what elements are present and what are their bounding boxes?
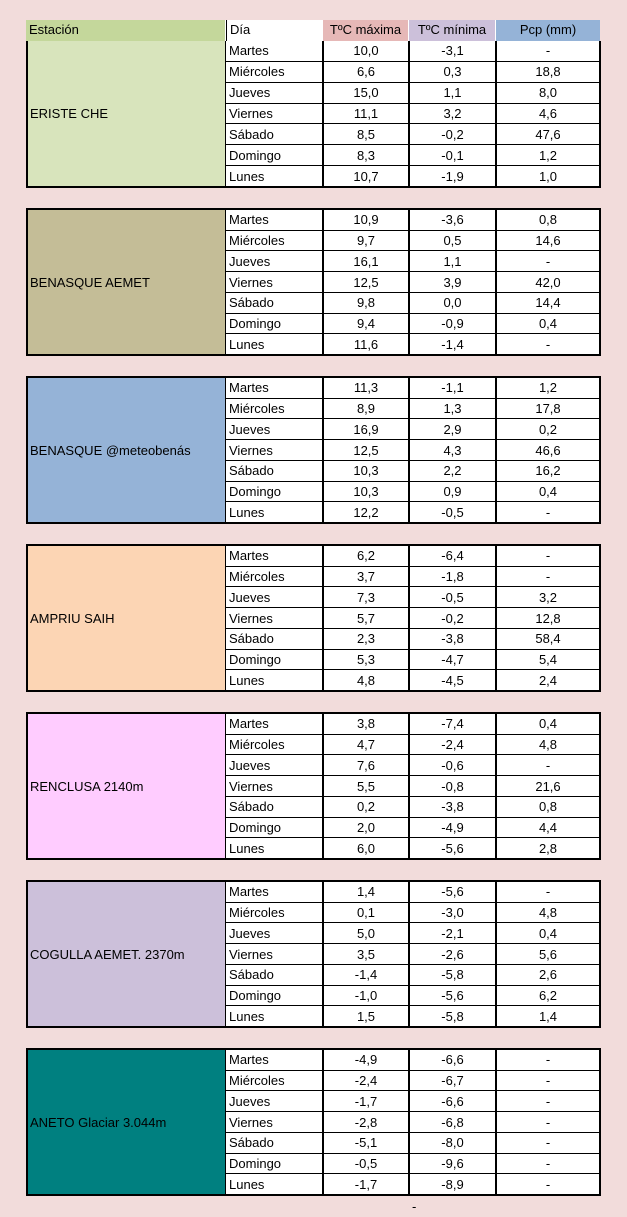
pcp-cell: 0,4 [538,483,558,499]
day-cell: Viernes [226,608,324,628]
tmin-cell: -3,1 [410,41,497,61]
tmin-cell: 1,1 [410,83,497,103]
table-row [226,104,599,125]
pcp-cell: - [545,253,551,269]
pcp-cell: 47,6 [535,126,561,142]
table-row [226,1133,599,1154]
tmax-cell: 10,3 [324,482,410,502]
tmax-cell: 3,7 [324,567,410,587]
station-rows [226,41,599,186]
pcp-cell: 4,6 [538,106,558,121]
day-cell: Jueves [226,419,324,439]
station-block [26,41,601,188]
day-cell: Viernes [226,104,324,124]
tmax-cell: 12,2 [324,502,410,522]
day-cell: Sábado [226,293,324,313]
pcp-cell: 0,2 [538,421,558,437]
table-row [226,378,599,399]
pcp-cell: - [545,1135,551,1151]
tmin-cell: -0,1 [410,145,497,165]
day-cell: Lunes [226,838,324,858]
tmax-cell: 1,4 [324,882,410,902]
pcp-cell: 1,4 [538,1008,558,1024]
table-header [26,20,600,41]
tmin-cell: -2,6 [410,944,497,964]
station-block [26,1048,601,1196]
tmax-cell: 4,7 [324,735,410,755]
table-row [226,608,599,629]
table-row [226,965,599,986]
tmax-cell: 9,8 [324,293,410,313]
tmin-cell: -4,5 [410,670,497,690]
tmin-cell: -2,4 [410,735,497,755]
tmax-cell: 6,6 [324,62,410,82]
day-cell: Jueves [226,83,324,103]
pcp-cell: 4,8 [538,737,558,753]
day-cell: Miércoles [226,567,324,587]
day-cell: Martes [226,210,324,230]
tmax-cell: 0,1 [324,903,410,923]
tmin-cell: -5,6 [410,986,497,1006]
tmin-cell: -1,1 [410,378,497,398]
table-row [226,650,599,671]
day-cell: Miércoles [226,735,324,755]
tmax-cell: 9,7 [324,231,410,251]
day-cell: Martes [226,714,324,734]
tmin-cell: -0,5 [410,587,497,607]
table-row [226,482,599,503]
pcp-cell: 5,6 [538,946,558,962]
table-row [226,797,599,818]
tmin-cell: 1,3 [410,399,497,419]
tmin-cell: 0,0 [410,293,497,313]
tmax-cell: 12,5 [324,272,410,292]
tmax-cell: -2,8 [324,1112,410,1132]
tmax-cell: 6,0 [324,838,410,858]
day-cell: Domingo [226,482,324,502]
table-row [226,124,599,145]
pcp-cell: 3,2 [538,589,558,605]
table-row [226,714,599,735]
pcp-cell: 16,2 [535,463,561,479]
day-cell: Jueves [226,1091,324,1111]
pcp-cell: 1,2 [538,380,558,396]
table-row [226,838,599,858]
tmin-cell: -7,4 [410,714,497,734]
table-row [226,587,599,608]
table-row [226,944,599,965]
station-name: COGULLA AEMET. 2370m [28,882,226,1026]
table-row [226,776,599,797]
tmax-cell: 11,6 [324,334,410,354]
table-row [226,62,599,83]
table-row [226,419,599,440]
table-row [226,231,599,252]
pcp-cell: 1,2 [538,147,558,163]
tmax-cell: 10,9 [324,210,410,230]
station-rows [226,1050,599,1194]
day-cell: Domingo [226,986,324,1006]
tmax-cell: 3,8 [324,714,410,734]
day-cell: Jueves [226,251,324,271]
header-tmin: TºC mínima [409,20,496,41]
table-row [226,629,599,650]
pcp-cell: 17,8 [535,401,561,417]
tmax-cell: 11,3 [324,378,410,398]
table-row [226,293,599,314]
pcp-cell: - [545,1052,551,1068]
tmax-cell: -5,1 [324,1133,410,1153]
tmax-cell: 7,3 [324,587,410,607]
tmin-cell: -0,2 [410,124,497,144]
pcp-cell: 2,8 [538,840,558,856]
station-rows [226,714,599,858]
tmin-cell: -8,0 [410,1133,497,1153]
table-row [226,1050,599,1071]
tmin-cell: -6,4 [410,546,497,566]
pcp-cell: 58,4 [535,631,561,647]
footer-mark: - [412,1199,417,1214]
table-row [226,986,599,1007]
tmax-cell: 3,5 [324,944,410,964]
tmax-cell: 1,5 [324,1006,410,1026]
tmax-cell: 0,2 [324,797,410,817]
pcp-cell: - [545,336,551,352]
header-pcp: Pcp (mm) [496,20,600,41]
day-cell: Sábado [226,965,324,985]
day-cell: Domingo [226,818,324,838]
pcp-cell: 2,4 [538,672,558,688]
tmin-cell: -6,7 [410,1071,497,1091]
day-cell: Domingo [226,1154,324,1174]
pcp-cell: - [545,1093,551,1109]
pcp-cell: 0,4 [538,925,558,941]
day-cell: Miércoles [226,903,324,923]
tmax-cell: -4,9 [324,1050,410,1070]
pcp-cell: - [545,548,551,564]
tmin-cell: -1,8 [410,567,497,587]
tmax-cell: -1,4 [324,965,410,985]
header-tmax: TºC máxima [323,20,409,41]
day-cell: Domingo [226,145,324,165]
station-block [26,208,601,356]
tmax-cell: 6,2 [324,546,410,566]
station-blocks [26,41,600,1196]
day-cell: Miércoles [226,399,324,419]
table-row [226,41,599,62]
day-cell: Miércoles [226,1071,324,1091]
tmin-cell: -5,6 [410,838,497,858]
pcp-cell: - [545,1114,551,1130]
tmin-cell: 0,3 [410,62,497,82]
tmin-cell: 0,5 [410,231,497,251]
tmax-cell: 2,0 [324,818,410,838]
table-row [226,502,599,522]
tmax-cell: -0,5 [324,1154,410,1174]
station-name: BENASQUE @meteobenás [28,378,226,522]
table-row [226,251,599,272]
day-cell: Miércoles [226,62,324,82]
pcp-cell: 2,6 [538,967,558,983]
tmax-cell: 7,6 [324,755,410,775]
day-cell: Viernes [226,944,324,964]
table-row [226,1091,599,1112]
day-cell: Jueves [226,755,324,775]
day-cell: Jueves [226,923,324,943]
tmin-cell: 2,2 [410,461,497,481]
table-row [226,546,599,567]
tmin-cell: -0,5 [410,502,497,522]
day-cell: Martes [226,41,324,61]
tmin-cell: -5,8 [410,1006,497,1026]
tmin-cell: -3,0 [410,903,497,923]
table-row [226,1071,599,1092]
table-row [226,145,599,166]
table-row [226,399,599,420]
station-name: ANETO Glaciar 3.044m [28,1050,226,1194]
day-cell: Viernes [226,776,324,796]
tmax-cell: 10,7 [324,166,410,186]
table-row [226,670,599,690]
tmax-cell: 8,3 [324,145,410,165]
pcp-cell: 4,4 [538,819,558,835]
pcp-cell: 0,8 [538,799,558,815]
pcp-cell: 5,4 [538,651,558,667]
tmax-cell: -1,0 [324,986,410,1006]
tmax-cell: 10,3 [324,461,410,481]
table-row [226,314,599,335]
pcp-cell: 0,4 [538,716,558,732]
table-row [226,567,599,588]
table-row [226,210,599,231]
pcp-cell: 0,8 [538,212,558,228]
station-rows [226,378,599,522]
tmin-cell: -9,6 [410,1154,497,1174]
tmin-cell: -3,8 [410,797,497,817]
station-name: BENASQUE AEMET [28,210,226,354]
tmin-cell: -1,9 [410,166,497,186]
pcp-cell: - [545,43,551,59]
day-cell: Lunes [226,502,324,522]
pcp-cell: - [545,1155,551,1171]
tmin-cell: 2,9 [410,419,497,439]
day-cell: Lunes [226,166,324,186]
table-row [226,166,599,186]
tmin-cell: 0,9 [410,482,497,502]
tmin-cell: -4,7 [410,650,497,670]
day-cell: Lunes [226,1174,324,1194]
day-cell: Sábado [226,629,324,649]
station-block [26,880,601,1028]
station-rows [226,210,599,354]
tmin-cell: -1,4 [410,334,497,354]
tmin-cell: -8,9 [410,1174,497,1194]
weather-table [26,20,600,1216]
pcp-cell: - [545,884,551,900]
table-row [226,334,599,354]
tmax-cell: 9,4 [324,314,410,334]
station-name: ERISTE CHE [28,41,226,186]
tmax-cell: 12,5 [324,440,410,460]
tmax-cell: 8,5 [324,124,410,144]
table-row [226,1006,599,1026]
station-name: AMPRIU SAIH [28,546,226,690]
tmin-cell: -0,6 [410,755,497,775]
pcp-cell: 12,8 [535,610,561,626]
table-row [226,1174,599,1194]
header-station: Estación [26,20,226,41]
day-cell: Viernes [226,272,324,292]
pcp-cell: - [545,757,551,773]
tmax-cell: 5,5 [324,776,410,796]
day-cell: Martes [226,546,324,566]
tmin-cell: -6,6 [410,1091,497,1111]
day-cell: Lunes [226,670,324,690]
station-rows [226,546,599,690]
table-row [226,735,599,756]
table-row [226,440,599,461]
tmax-cell: 16,9 [324,419,410,439]
pcp-cell: 21,6 [535,778,561,794]
station-block [26,376,601,524]
pcp-cell: 1,0 [538,168,558,184]
tmax-cell: 5,3 [324,650,410,670]
tmin-cell: 3,9 [410,272,497,292]
table-row [226,83,599,104]
table-row [226,923,599,944]
day-cell: Jueves [226,587,324,607]
day-cell: Sábado [226,797,324,817]
tmin-cell: -0,8 [410,776,497,796]
pcp-cell: 42,0 [535,274,561,290]
tmin-cell: 1,1 [410,251,497,271]
pcp-cell: - [545,569,551,585]
day-cell: Martes [226,882,324,902]
tmin-cell: -6,6 [410,1050,497,1070]
table-row [226,818,599,839]
tmax-cell: 4,8 [324,670,410,690]
table-row [226,903,599,924]
pcp-cell: 4,8 [538,905,558,921]
table-row [226,882,599,903]
tmin-cell: -6,8 [410,1112,497,1132]
tmin-cell: 4,3 [410,440,497,460]
tmin-cell: 3,2 [410,104,497,124]
header-day: Día [226,20,323,41]
tmax-cell: 11,1 [324,104,410,124]
day-cell: Domingo [226,314,324,334]
pcp-cell: 18,8 [535,64,561,80]
pcp-cell: - [545,1073,551,1089]
pcp-cell: - [545,1176,551,1192]
pcp-cell: 6,2 [538,987,558,1003]
pcp-cell: 14,4 [535,295,561,311]
station-rows [226,882,599,1026]
day-cell: Viernes [226,440,324,460]
pcp-cell: 8,0 [538,85,558,101]
tmin-cell: -5,6 [410,882,497,902]
pcp-cell: - [545,504,551,520]
tmax-cell: -1,7 [324,1174,410,1194]
tmax-cell: 5,7 [324,608,410,628]
day-cell: Martes [226,378,324,398]
day-cell: Viernes [226,1112,324,1132]
station-block [26,712,601,860]
tmax-cell: 10,0 [324,41,410,61]
day-cell: Martes [226,1050,324,1070]
day-cell: Miércoles [226,231,324,251]
table-row [226,1112,599,1133]
station-block [26,544,601,692]
tmax-cell: 16,1 [324,251,410,271]
tmin-cell: -5,8 [410,965,497,985]
table-row [226,1154,599,1175]
tmax-cell: 8,9 [324,399,410,419]
table-row [226,461,599,482]
tmax-cell: 5,0 [324,923,410,943]
tmin-cell: -3,8 [410,629,497,649]
tmin-cell: -2,1 [410,923,497,943]
tmax-cell: -2,4 [324,1071,410,1091]
tmin-cell: -0,2 [410,608,497,628]
day-cell: Domingo [226,650,324,670]
tmin-cell: -3,6 [410,210,497,230]
tmax-cell: -1,7 [324,1091,410,1111]
pcp-cell: 0,4 [538,315,558,331]
table-row [226,272,599,293]
tmax-cell: 2,3 [324,629,410,649]
station-name: RENCLUSA 2140m [28,714,226,858]
day-cell: Lunes [226,1006,324,1026]
pcp-cell: 14,6 [535,233,561,249]
day-cell: Sábado [226,1133,324,1153]
day-cell: Sábado [226,461,324,481]
day-cell: Sábado [226,124,324,144]
table-row [226,755,599,776]
tmin-cell: -4,9 [410,818,497,838]
day-cell: Lunes [226,334,324,354]
pcp-cell: 46,6 [535,442,561,458]
tmax-cell: 15,0 [324,83,410,103]
tmin-cell: -0,9 [410,314,497,334]
